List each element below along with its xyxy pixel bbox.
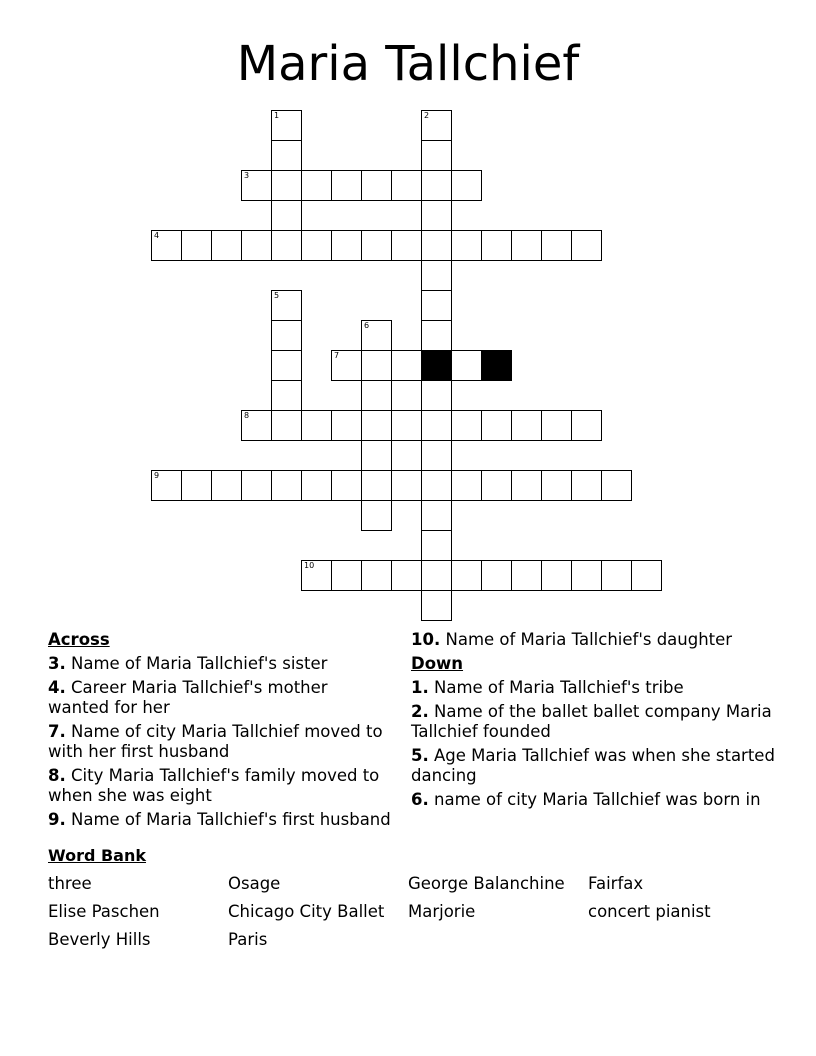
grid-cell[interactable]: [421, 530, 452, 561]
clue-number: 4.: [48, 678, 66, 697]
grid-cell[interactable]: [271, 200, 302, 231]
word-bank-item: three: [48, 874, 92, 893]
grid-cell[interactable]: [511, 470, 542, 501]
word-bank-item: Elise Paschen: [48, 902, 160, 921]
grid-cell[interactable]: [331, 170, 362, 201]
grid-cell[interactable]: [151, 470, 182, 501]
grid-cell[interactable]: [631, 560, 662, 591]
word-bank-item: Chicago City Ballet: [228, 902, 385, 921]
clue-text: Career Maria Tallchief's mother wanted for her: [48, 678, 328, 717]
word-bank-item: Osage: [228, 874, 281, 893]
grid-cell[interactable]: [301, 230, 332, 261]
grid-cell[interactable]: [421, 440, 452, 471]
cell-number: 8: [244, 411, 250, 420]
cell-number: 3: [244, 171, 250, 180]
puzzle-title: Maria Tallchief: [236, 36, 580, 92]
grid-cell[interactable]: [481, 560, 512, 591]
grid-cell[interactable]: [241, 170, 272, 201]
grid-cell[interactable]: [361, 560, 392, 591]
grid-cell[interactable]: [181, 230, 212, 261]
grid-cell[interactable]: [421, 260, 452, 291]
grid-cell[interactable]: [601, 470, 632, 501]
word-bank-item: Marjorie: [408, 902, 476, 921]
clue-down-6: [411, 790, 791, 810]
clue-across-9: [48, 810, 393, 830]
clue-number: 3.: [48, 654, 66, 673]
grid-cell[interactable]: [571, 560, 602, 591]
grid-cell[interactable]: [271, 230, 302, 261]
clue-number: 6.: [411, 790, 429, 809]
word-bank-item: Paris: [228, 930, 268, 949]
grid-cell[interactable]: [361, 170, 392, 201]
clue-text: Name of Maria Tallchief's daughter: [445, 630, 733, 649]
grid-cell[interactable]: [391, 230, 422, 261]
grid-cell[interactable]: [601, 560, 632, 591]
clue-number: 7.: [48, 722, 66, 741]
grid-cell[interactable]: [271, 470, 302, 501]
down-heading: Down: [411, 654, 464, 673]
grid-cell[interactable]: [541, 560, 572, 591]
grid-cell[interactable]: [511, 560, 542, 591]
grid-cell[interactable]: [421, 590, 452, 621]
grid-cell[interactable]: [181, 470, 212, 501]
grid-cell[interactable]: [481, 470, 512, 501]
clue-down-2: [411, 702, 791, 742]
word-bank-item: concert pianist: [588, 902, 711, 921]
grid-cell[interactable]: [361, 350, 392, 381]
cell-number: 10: [304, 561, 315, 570]
grid-cell[interactable]: [421, 200, 452, 231]
clue-number: 9.: [48, 810, 66, 829]
grid-cell[interactable]: [421, 500, 452, 531]
clue-across-8: [48, 766, 393, 806]
cell-number: 1: [274, 111, 280, 120]
grid-cell[interactable]: [271, 350, 302, 381]
grid-cell[interactable]: [571, 470, 602, 501]
clue-across-4: [48, 678, 393, 718]
grid-cell[interactable]: [541, 230, 572, 261]
grid-cell[interactable]: [421, 290, 452, 321]
grid-cell[interactable]: [541, 410, 572, 441]
grid-cell[interactable]: [241, 410, 272, 441]
clue-across-3: [48, 654, 393, 674]
grid-cell[interactable]: [331, 560, 362, 591]
cell-number: 2: [424, 111, 430, 120]
word-bank-item: Fairfax: [588, 874, 644, 893]
grid-cell[interactable]: [271, 110, 302, 141]
grid-cell[interactable]: [571, 410, 602, 441]
cell-number: 4: [154, 231, 160, 240]
grid-cell[interactable]: [391, 350, 422, 381]
grid-cell[interactable]: [391, 470, 422, 501]
grid-cell[interactable]: [421, 110, 452, 141]
grid-cell[interactable]: [481, 410, 512, 441]
grid-cell[interactable]: [421, 230, 452, 261]
word-bank-heading: Word Bank: [48, 846, 147, 865]
across-heading: Across: [48, 630, 110, 649]
grid-cell[interactable]: [271, 320, 302, 351]
grid-cell[interactable]: [271, 410, 302, 441]
grid-cell[interactable]: [451, 350, 482, 381]
grid-cell[interactable]: [211, 230, 242, 261]
across-clues: [48, 630, 393, 834]
grid-cell[interactable]: [301, 170, 332, 201]
clue-across-10: [411, 630, 791, 650]
word-bank: [48, 846, 808, 949]
grid-cell[interactable]: [331, 350, 362, 381]
clue-number: 5.: [411, 746, 429, 765]
grid-cell[interactable]: [211, 470, 242, 501]
clue-text: City Maria Tallchief's family moved to when she was eight: [48, 766, 380, 805]
grid-cell[interactable]: [301, 560, 332, 591]
clue-across-7: [48, 722, 393, 762]
word-bank-item: Beverly Hills: [48, 930, 151, 949]
grid-cell[interactable]: [361, 380, 392, 411]
grid-cell[interactable]: [361, 230, 392, 261]
black-square: [481, 350, 512, 381]
grid-cell[interactable]: [271, 170, 302, 201]
black-square: [421, 350, 452, 381]
cell-number: 9: [154, 471, 160, 480]
grid-cell[interactable]: [361, 320, 392, 351]
grid-cell[interactable]: [421, 560, 452, 591]
grid-cell[interactable]: [421, 320, 452, 351]
grid-cell[interactable]: [301, 410, 332, 441]
right-clue-column: [411, 630, 791, 814]
grid-cell[interactable]: [451, 170, 482, 201]
grid-cell[interactable]: [541, 470, 572, 501]
grid-cell[interactable]: [361, 410, 392, 441]
clue-text: Name of Maria Tallchief's first husband: [71, 810, 391, 829]
grid-cell[interactable]: [271, 140, 302, 171]
grid-cell[interactable]: [331, 410, 362, 441]
grid-cell[interactable]: [241, 470, 272, 501]
clue-text: Name of the ballet ballet company Maria Tallchief founded: [411, 702, 772, 741]
clue-text: Age Maria Tallchief was when she started dancing: [411, 746, 775, 785]
grid-cell[interactable]: [571, 230, 602, 261]
grid-cell[interactable]: [391, 410, 422, 441]
clue-number: 1.: [411, 678, 429, 697]
grid-cell[interactable]: [391, 170, 422, 201]
grid-cell[interactable]: [451, 470, 482, 501]
grid-cell[interactable]: [331, 230, 362, 261]
cell-number: 7: [334, 351, 340, 360]
clue-number: 2.: [411, 702, 429, 721]
grid-cell[interactable]: [151, 230, 182, 261]
clue-text: Name of Maria Tallchief's tribe: [434, 678, 684, 697]
grid-cell[interactable]: [271, 380, 302, 411]
clue-text: Name of Maria Tallchief's sister: [71, 654, 328, 673]
word-bank-item: George Balanchine: [408, 874, 565, 893]
cell-number: 6: [364, 321, 370, 330]
grid-cell[interactable]: [511, 410, 542, 441]
grid-cell[interactable]: [361, 470, 392, 501]
grid-cell[interactable]: [361, 500, 392, 531]
cell-number: 5: [274, 291, 280, 300]
grid-cell[interactable]: [391, 560, 422, 591]
grid-cell[interactable]: [331, 470, 362, 501]
grid-cell[interactable]: [451, 230, 482, 261]
grid-cell[interactable]: [511, 230, 542, 261]
clue-number: 8.: [48, 766, 66, 785]
grid-cell[interactable]: [361, 440, 392, 471]
grid-cell[interactable]: [421, 410, 452, 441]
grid-cell[interactable]: [241, 230, 272, 261]
clue-number: 10.: [411, 630, 441, 649]
grid-cell[interactable]: [421, 170, 452, 201]
clue-text: Name of city Maria Tallchief moved to with her first husband: [48, 722, 383, 761]
grid-cell[interactable]: [421, 380, 452, 411]
grid-cell[interactable]: [421, 140, 452, 171]
grid-cell[interactable]: [451, 410, 482, 441]
grid-cell[interactable]: [481, 230, 512, 261]
grid-cell[interactable]: [451, 560, 482, 591]
grid-cell[interactable]: [421, 470, 452, 501]
clue-text: name of city Maria Tallchief was born in: [434, 790, 761, 809]
clue-down-5: [411, 746, 791, 786]
grid-cell[interactable]: [271, 290, 302, 321]
grid-cell[interactable]: [301, 470, 332, 501]
clue-down-1: [411, 678, 791, 698]
